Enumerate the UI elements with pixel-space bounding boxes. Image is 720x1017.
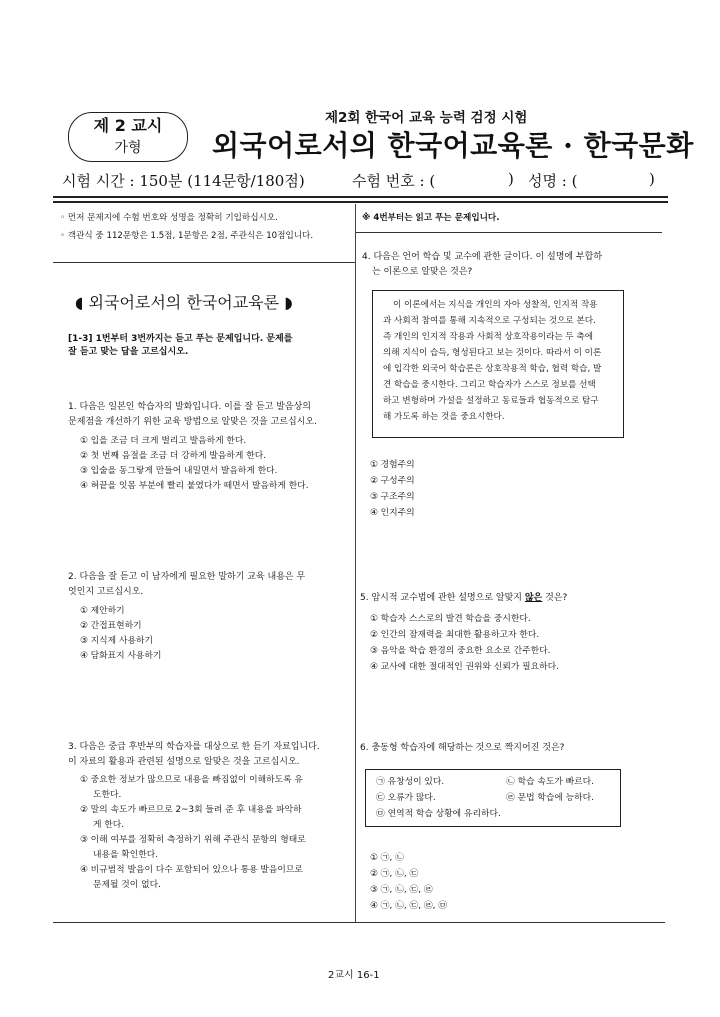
q2-option-3: ③ 지식제 사용하기 bbox=[80, 636, 153, 646]
q2-option-2: ② 간접표현하기 bbox=[80, 621, 142, 631]
q3-option-2: ② 말의 속도가 빠르므로 2~3회 들려 준 후 내용을 파악하 bbox=[80, 805, 302, 815]
question-3-options bbox=[80, 773, 306, 893]
q6-option-1: ① ㉠, ㉡ bbox=[370, 853, 404, 863]
passage-line-8: 해 가도록 하는 것을 중요시한다. bbox=[383, 412, 505, 422]
question-6-choice-box bbox=[365, 769, 621, 827]
section-left-mark: ◖ bbox=[75, 293, 84, 312]
name-close: ) bbox=[649, 170, 655, 188]
passage-line-2: 과 사회적 참여를 통해 지속적으로 구성되는 것으로 본다. bbox=[383, 316, 596, 326]
session-number: 제 2 교시 bbox=[93, 116, 163, 135]
question-5-emphasis: 않은 bbox=[524, 593, 543, 603]
section-title-row bbox=[75, 290, 293, 313]
notice-2: ◦ 객관식 중 112문항은 1.5점, 1문항은 2점, 주관식은 10점입니다. bbox=[60, 231, 314, 241]
question-2-options bbox=[80, 604, 161, 664]
passage-line-4: 의해 지식이 습득, 형성된다고 보는 것이다. 따라서 이 이론 bbox=[383, 348, 602, 358]
question-5-prefix: 5. 암시적 교수법에 관한 설명으로 알맞지 bbox=[360, 593, 525, 603]
question-4-line-1: 4. 다음은 언어 학습 및 교수에 관한 글이다. 이 설명에 부합하 bbox=[362, 252, 603, 262]
exam-title: 제2회 한국어 교육 능력 검정 시험 bbox=[325, 110, 528, 126]
q2-option-4: ④ 담화표지 사용하기 bbox=[80, 651, 162, 661]
passage-line-1: 이 이론에서는 지식을 개인의 자아 성찰적, 인지적 작용 bbox=[393, 300, 598, 310]
column-divider bbox=[355, 204, 356, 922]
passage-line-6: 견 학습을 중시한다. 그리고 학습자가 스스로 정보를 선택 bbox=[383, 380, 596, 390]
question-1-line-1: 1. 다음은 일본인 학습자의 발화입니다. 이를 잘 듣고 발음상의 bbox=[68, 402, 311, 412]
question-3 bbox=[68, 740, 320, 769]
question-6: 6. 충동형 학습자에 해당하는 것으로 짝지어진 것은? bbox=[360, 743, 565, 753]
examinee-number-close: ) bbox=[508, 170, 514, 188]
q1-option-3: ③ 입술을 동그랗게 만들어 내밀면서 발음하게 한다. bbox=[80, 466, 278, 476]
exam-time: 시험 시간 : 150분 (114문항/180점) bbox=[62, 172, 305, 190]
instruction-line-2: 잘 듣고 맞는 답을 고르십시오. bbox=[68, 347, 189, 357]
question-3-line-1: 3. 다음은 중급 후반부의 학습자를 대상으로 한 듣기 자료입니다. bbox=[68, 742, 320, 752]
question-2-line-1: 2. 다음을 잘 듣고 이 남자에게 필요한 말하기 교육 내용은 무 bbox=[68, 572, 306, 582]
page-number: 2교시 16-1 bbox=[328, 970, 380, 981]
q5-option-3: ③ 음악을 학습 환경의 중요한 요소로 간주한다. bbox=[370, 646, 551, 656]
passage-line-7: 하고 변형하며 가설을 설정하고 동료들과 협동적으로 탐구 bbox=[383, 396, 599, 406]
session-badge bbox=[68, 112, 188, 162]
right-notice: ※ 4번부터는 읽고 푸는 문제입니다. bbox=[362, 213, 500, 223]
q6-option-3: ③ ㉠, ㉡, ㉢, ㉣ bbox=[370, 885, 433, 895]
q3-option-1-cont: 도한다. bbox=[93, 790, 122, 800]
q4-option-1: ① 경험주의 bbox=[370, 460, 415, 470]
q6-choice-d: ㉣ 문법 학습에 능하다. bbox=[506, 793, 594, 803]
q6-choice-b: ㉡ 학습 속도가 빠르다. bbox=[506, 777, 594, 787]
q3-option-2-cont: 게 한다. bbox=[93, 820, 125, 830]
question-2-line-2: 엇인지 고르십시오. bbox=[68, 586, 144, 597]
question-2 bbox=[68, 570, 305, 599]
notice-divider bbox=[53, 262, 355, 263]
q1-option-2: ② 첫 번째 음절을 조금 더 강하게 발음하게 한다. bbox=[80, 451, 267, 461]
q6-choice-c: ㉢ 오류가 많다. bbox=[376, 793, 436, 803]
question-3-line-2: 이 자료의 활용과 관련된 설명으로 알맞은 것을 고르십시오. bbox=[68, 756, 300, 767]
right-notice-divider bbox=[356, 232, 662, 233]
question-5 bbox=[360, 591, 567, 606]
q3-option-3: ③ 이해 여부를 정확히 측정하기 위해 주관식 문항의 형태로 bbox=[80, 835, 306, 845]
question-5-options bbox=[370, 611, 559, 675]
q2-option-1: ① 제안하기 bbox=[80, 606, 125, 616]
question-1-line-2: 문제점을 개선하기 위한 교육 방법으로 알맞은 것을 고르십시오. bbox=[68, 416, 317, 427]
footer-rule bbox=[53, 922, 665, 923]
q3-option-4: ④ 비규범적 발음이 다수 포함되어 있으나 통용 발음이므로 bbox=[80, 865, 303, 875]
question-4-passage bbox=[372, 290, 624, 438]
subject-title: 외국어로서의 한국어교육론 · 한국문화 bbox=[212, 129, 694, 162]
question-6-options bbox=[370, 850, 447, 914]
q5-option-4: ④ 교사에 대한 절대적인 권위와 신뢰가 필요하다. bbox=[370, 662, 559, 672]
q3-option-3-cont: 내용을 확인한다. bbox=[93, 850, 159, 860]
q1-option-4: ④ 혀끝을 잇몸 부분에 빨리 붙였다가 떼면서 발음하게 한다. bbox=[80, 481, 309, 491]
q6-choice-a: ㉠ 유창성이 있다. bbox=[376, 777, 445, 787]
question-4-options bbox=[370, 457, 415, 521]
q4-option-3: ③ 구조주의 bbox=[370, 492, 415, 502]
section-right-mark: ◗ bbox=[284, 293, 293, 312]
question-5-suffix: 것은? bbox=[542, 593, 568, 603]
examinee-number-label: 수험 번호 : ( bbox=[352, 172, 436, 190]
passage-line-5: 에 입각한 외국어 학습론은 상호작용적 학습, 협력 학습, 발 bbox=[383, 364, 602, 374]
instruction-line-1: [1-3] 1번부터 3번까지는 듣고 푸는 문제입니다. 문제를 bbox=[68, 334, 293, 344]
q1-option-1: ① 입을 조금 더 크게 벌리고 발음하게 한다. bbox=[80, 436, 247, 446]
header-rule-top bbox=[53, 196, 668, 198]
question-4 bbox=[362, 250, 602, 279]
session-type: 가형 bbox=[114, 140, 142, 156]
q6-choice-e: ㉤ 연역적 학습 상황에 유리하다. bbox=[376, 809, 501, 819]
q4-option-4: ④ 인지주의 bbox=[370, 508, 415, 518]
section-title: 외국어로서의 한국어교육론 bbox=[88, 293, 280, 312]
question-4-line-2: 는 이론으로 알맞은 것은? bbox=[372, 266, 473, 277]
q6-option-4: ④ ㉠, ㉡, ㉢, ㉣, ㉤ bbox=[370, 901, 448, 911]
instruction-1-3 bbox=[68, 333, 292, 359]
q3-option-4-cont: 문제될 것이 없다. bbox=[93, 880, 161, 890]
passage-line-3: 즉 개인의 인지적 작용과 사회적 상호작용이라는 두 축에 bbox=[383, 332, 594, 342]
q4-option-2: ② 구성주의 bbox=[370, 476, 415, 486]
q5-option-2: ② 인간의 잠재력을 최대한 활용하고자 한다. bbox=[370, 630, 540, 640]
q5-option-1: ① 학습자 스스로의 발견 학습을 중시한다. bbox=[370, 614, 531, 624]
q6-option-2: ② ㉠, ㉡, ㉢ bbox=[370, 869, 419, 879]
notice-1: ◦ 먼저 문제지에 수험 번호와 성명을 정확히 기입하십시오. bbox=[60, 213, 278, 223]
q3-option-1: ① 중요한 정보가 많으므로 내용을 빠짐없이 이해하도록 유 bbox=[80, 775, 303, 785]
header-rule-bottom bbox=[53, 201, 668, 203]
question-1 bbox=[68, 400, 317, 429]
name-label: 성명 : ( bbox=[528, 172, 578, 190]
question-1-options bbox=[80, 434, 309, 494]
